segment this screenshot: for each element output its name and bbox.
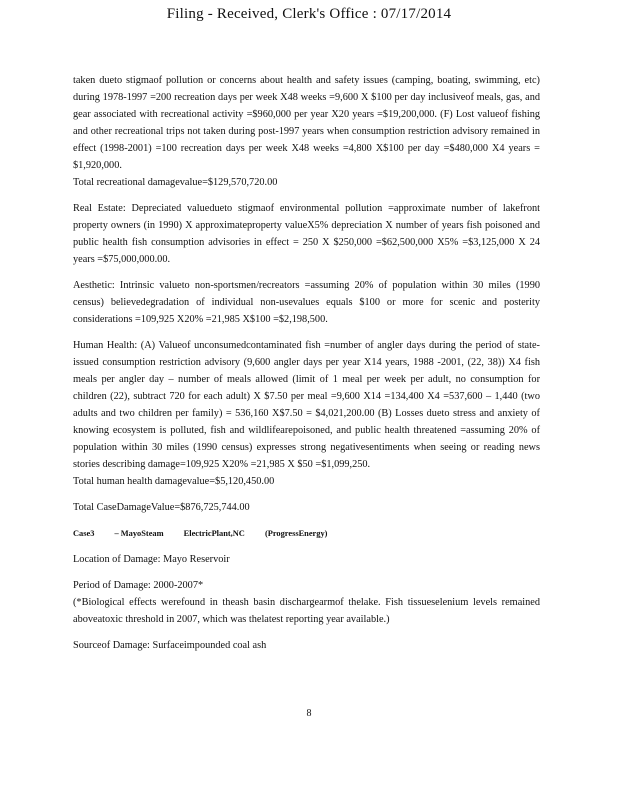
document-body xyxy=(73,72,540,663)
period-of-damage-block xyxy=(73,577,540,628)
case-name: – MayoSteam xyxy=(114,529,164,538)
case-heading xyxy=(73,525,540,542)
recreation-total: Total recreational damagevalue=$129,570,720.00 xyxy=(73,177,278,188)
period-of-damage: Period of Damage: 2000-2007* xyxy=(73,580,204,591)
period-note: (*Biological effects werefound in theash basin dischargearmof thelake. Fish tissueselenium levels remained aboveatoxic threshold in 2007, which was thelatest reporting year available.) xyxy=(73,597,540,625)
source-of-damage: Sourceof Damage: Surfaceimpounded coal ash xyxy=(73,640,267,651)
case-number: Case3 xyxy=(73,529,95,538)
real-estate-paragraph: Real Estate: Depreciated valuedueto stigmaof environmental pollution =approximate number of lakefront property owners (in 1990) X approximateproperty valueX5% depreciation X number of years fish poisoned and public health fish consumption advisories in effect = 250 X $250,000 =$62,500,000 X5% =$3,125,000 X 24 years =$75,000,000.00. xyxy=(73,203,540,265)
page-number: 8 xyxy=(306,708,312,719)
human-health-text: Human Health: (A) Valueof unconsumedcontaminated fish =number of angler days during the period of state-issued consumption restriction advisory (9,600 angler days per year X14 years, 1988 -2001, (22, 38)) X4 fish meals per angler day – number of meals allowed (limit of 1 meal per week per adult, no consumption for children (22), subtract 720 for each adult) X $7.50 per meal =9,600 X14 =134,400 X4 =537,600 – 1,440 (two adults and two children per family) = 536,160 X$7.50 = $4,021,200.00 (B) Losses dueto stress and anxiety of knowing ecosystem is polluted, fish and wildlifearepoisoned, and public health threatened =assuming 20% of population within 30 miles (1990 census) expresses strong negativesentiments when seeing or reading news stories describing damage=109,925 X20% =21,985 X $50 =$1,099,250. xyxy=(73,340,540,470)
case-total: Total CaseDamageValue=$876,725,744.00 xyxy=(73,502,250,513)
aesthetic-paragraph: Aesthetic: Intrinsic valueto non-sportsmen/recreators =assuming 20% of population within 30 miles (1990 census) believedegradation of individual non-usevalues equals $100 or more for scenic and posterity considerations =109,925 X20% =21,985 X$100 =$2,198,500. xyxy=(73,280,540,325)
human-health-total: Total human health damagevalue=$5,120,450.00 xyxy=(73,476,275,487)
case-plant: ElectricPlant,NC xyxy=(183,529,245,538)
case-company: (ProgressEnergy) xyxy=(264,529,328,538)
location-of-damage: Location of Damage: Mayo Reservoir xyxy=(73,554,230,565)
recreation-text: taken dueto stigmaof pollution or concerns about health and safety issues (camping, boating, swimming, etc) during 1978-1997 =200 recreation days per week X48 weeks =9,600 X $100 per day inclusiveof meals, gas, and gear associated with recreational activity =$960,000 per year X20 years =$19,200,000. (F) Lost valueof fishing and other recreational trips not taken during post-1997 years when consumption restriction advisory remained in effect (1998-2001) =100 recreation days per week X48 weeks =4,800 X$100 per day =$480,000 X4 years = $1,920,000. xyxy=(73,75,540,171)
human-health-paragraph xyxy=(73,337,540,490)
recreation-paragraph xyxy=(73,72,540,191)
filing-header: Filing - Received, Clerk's Office : 07/17/2014 xyxy=(166,6,452,22)
